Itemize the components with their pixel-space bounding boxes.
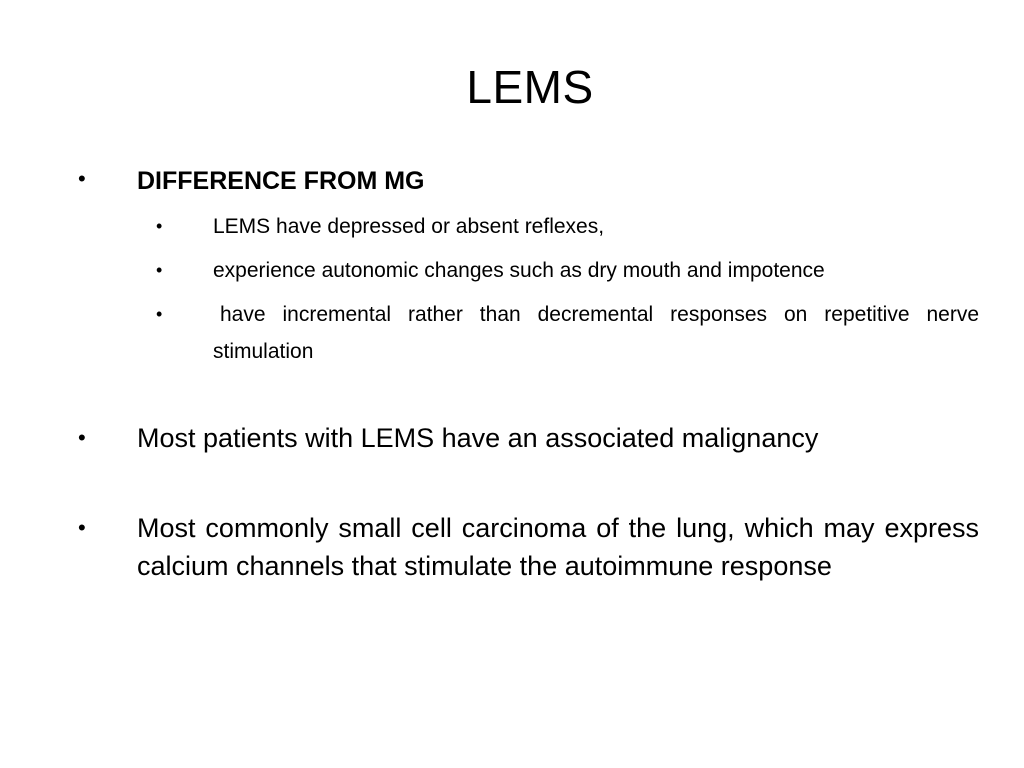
sub-bullet-text: experience autonomic changes such as dry mouth and impotence: [213, 259, 825, 282]
bullet-marker: •: [78, 166, 86, 191]
bullet-heading: DIFFERENCE FROM MG: [137, 167, 425, 195]
bullet-text: Most commonly small cell carcinoma of the lung, which may express calcium channels that stimulate the autoimmune response: [137, 513, 979, 581]
sub-bullet-marker: •: [156, 304, 163, 324]
sub-bullet-text: have incremental rather than decremental responses on repetitive nerve stimulation: [213, 303, 979, 363]
bullet-marker: •: [78, 425, 86, 450]
sub-bullet-marker: •: [156, 216, 163, 236]
bullet-marker: •: [78, 515, 86, 540]
sub-bullet-text: LEMS have depressed or absent reflexes,: [213, 215, 605, 238]
slide-title: LEMS: [466, 61, 594, 113]
sub-bullet-marker: •: [156, 260, 163, 280]
bullet-text: Most patients with LEMS have an associated malignancy: [137, 423, 819, 453]
